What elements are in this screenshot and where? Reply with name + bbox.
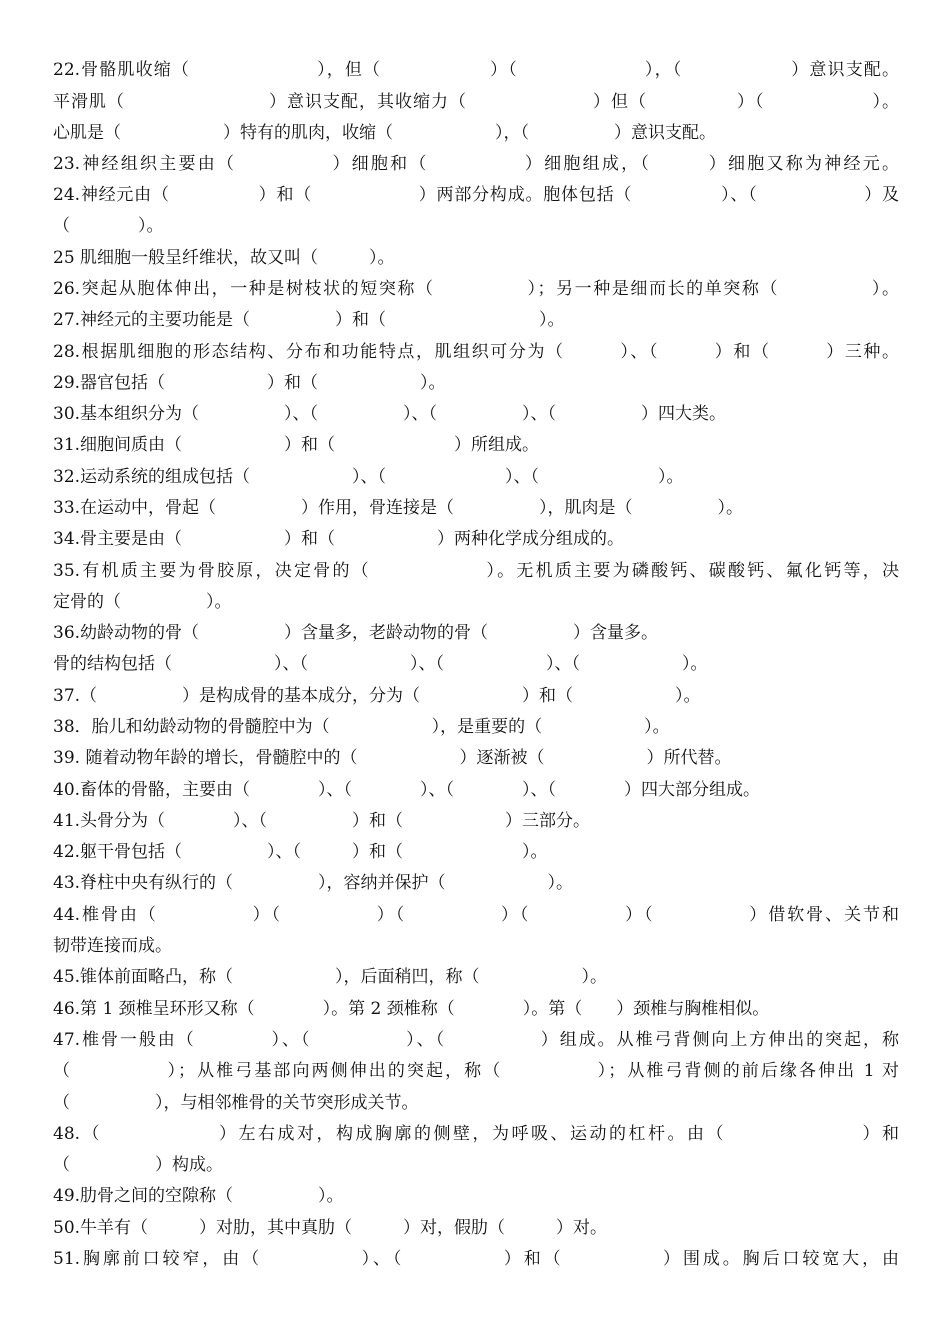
question-34: 34.骨主要是由（ ）和（ ）两种化学成分组成的。 [53, 529, 625, 549]
question-48-line-2: （ ）构成。 [53, 1155, 223, 1175]
question-47-line-3: （ ），与相邻椎骨的关节突形成关节。 [53, 1093, 419, 1113]
question-39: 39. 随着动物年龄的增长，骨髓腔中的（ ）逐渐被（ ）所代替。 [53, 748, 732, 768]
question-44-line-1: 44.椎骨由（ ）（ ）（ ）（ ）（ ）借软骨、关节和 [53, 905, 899, 925]
question-43: 43.脊柱中央有纵行的（ ），容纳并保护（ ）。 [53, 873, 574, 893]
question-35-line-1: 35.有机质主要为骨胶原，决定骨的（ ）。无机质主要为磷酸钙、碳酸钙、氟化钙等，决 [53, 561, 899, 581]
question-44-line-2: 韧带连接而成。 [53, 936, 172, 956]
question-24-line-2: （ ）。 [53, 216, 164, 236]
question-37: 37.（ ）是构成骨的基本成分，分为（ ）和（ ）。 [53, 686, 701, 706]
question-35-line-2: 定骨的（ ）。 [53, 592, 232, 612]
question-24-line-1: 24.神经元由（ ）和（ ）两部分构成。胞体包括（ ）、（ ）及 [53, 185, 899, 205]
question-22-line-2: 平滑肌（ ）意识支配，其收缩力（ ）但（ ）（ ）。 [53, 92, 899, 112]
question-47-line-1: 47.椎骨一般由（ ）、（ ）、（ ）组成。从椎弓背侧向上方伸出的突起，称 [53, 1030, 899, 1050]
question-48-line-1: 48.（ ）左右成对，构成胸廓的侧壁，为呼吸、运动的杠杆。由（ ）和 [53, 1124, 899, 1144]
question-31: 31.细胞间质由（ ）和（ ）所组成。 [53, 435, 540, 455]
question-51: 51.胸廓前口较窄，由（ ）、（ ）和（ ）围成。胸后口较宽大，由 [53, 1249, 899, 1269]
question-22-line-1: 22.骨骼肌收缩（ ），但（ ）（ ），（ ）意识支配。 [53, 60, 899, 80]
question-27: 27.神经元的主要功能是（ ）和（ ）。 [53, 310, 565, 330]
question-22-line-3: 心肌是（ ）特有的肌肉，收缩（ ），（ ）意识支配。 [53, 123, 716, 143]
question-29: 29.器官包括（ ）和（ ）。 [53, 373, 446, 393]
question-36-line-1: 36.幼龄动物的骨（ ）含量多，老龄动物的骨（ ）含量多。 [53, 623, 659, 643]
question-40: 40.畜体的骨骼，主要由（ ）、（ ）、（ ）、（ ）四大部分组成。 [53, 780, 761, 800]
question-41: 41.头骨分为（ ）、（ ）和（ ）三部分。 [53, 811, 591, 831]
question-47-line-2: （ ）；从椎弓基部向两侧伸出的突起，称（ ）；从椎弓背侧的前后缘各伸出 1 对 [53, 1061, 899, 1081]
question-50: 50.牛羊有（ ）对肋，其中真肋（ ）对，假肋（ ）对。 [53, 1218, 608, 1238]
question-23: 23.神经组织主要由（ ）细胞和（ ）细胞组成，（ ）细胞又称为神经元。 [53, 154, 899, 174]
question-38: 38．胎儿和幼龄动物的骨髓腔中为（ ），是重要的（ ）。 [53, 717, 670, 737]
question-25: 25 肌细胞一般呈纤维状，故又叫（ ）。 [53, 248, 395, 268]
question-46: 46.第 1 颈椎呈环形又称（ ）。第 2 颈椎称（ ）。第（ ）颈椎与胸椎相似。 [53, 999, 770, 1019]
question-28: 28.根据肌细胞的形态结构、分布和功能特点，肌组织可分为（ ）、（ ）和（ ）三种。 [53, 342, 899, 362]
question-45: 45.锥体前面略凸，称（ ），后面稍凹，称（ ）。 [53, 967, 608, 987]
question-36-line-2: 骨的结构包括（ ）、（ ）、（ ）、（ ）。 [53, 654, 708, 674]
question-32: 32.运动系统的组成包括（ ）、（ ）、（ ）。 [53, 467, 684, 487]
question-30: 30.基本组织分为（ ）、（ ）、（ ）、（ ）四大类。 [53, 404, 727, 424]
question-42: 42.躯干骨包括（ ）、（ ）和（ ）。 [53, 842, 548, 862]
question-33: 33.在运动中，骨起（ ）作用，骨连接是（ ），肌肉是（ ）。 [53, 498, 744, 518]
question-49: 49.肋骨之间的空隙称（ ）。 [53, 1186, 344, 1206]
question-26: 26.突起从胞体伸出，一种是树枝状的短突称（ ）；另一种是细而长的单突称（ ）。 [53, 279, 899, 299]
